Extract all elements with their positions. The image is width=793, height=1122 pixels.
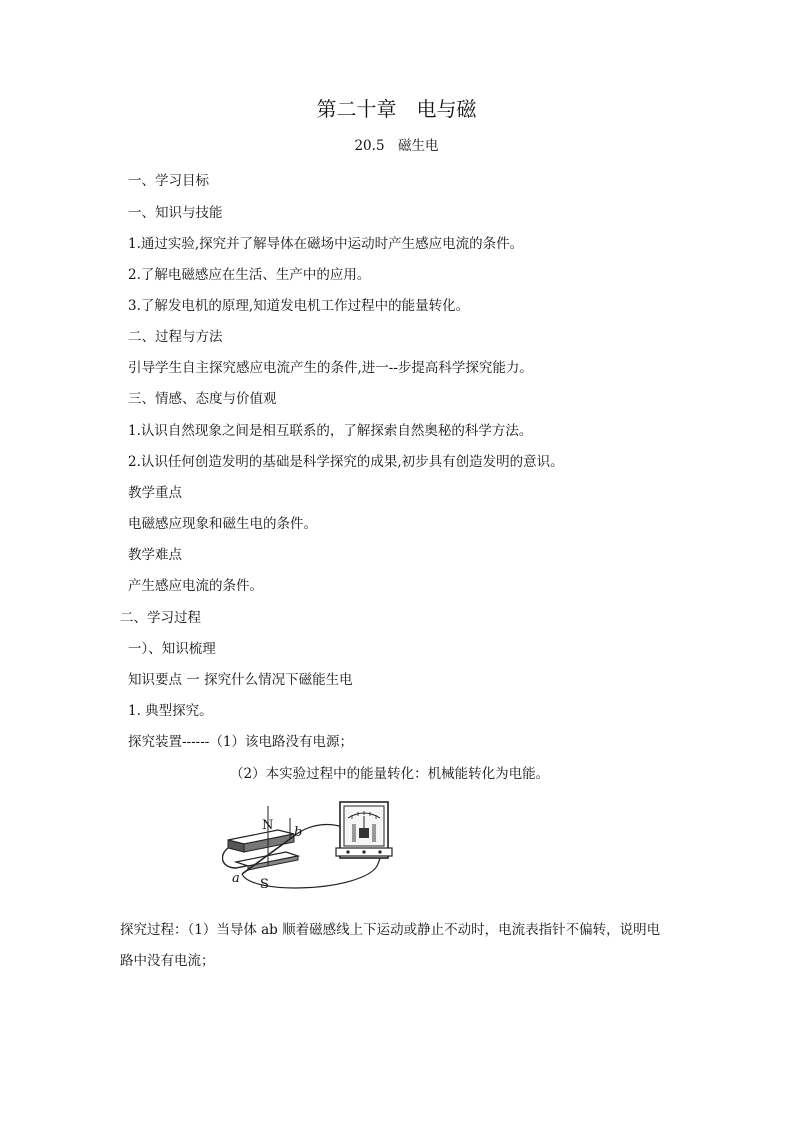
goal-item-2: 2.了解电磁感应在生活、生产中的应用。 (128, 267, 371, 283)
heading-knowledge-review: 一）、知识梳理 (128, 641, 216, 657)
label-S: S (260, 877, 269, 892)
value-item-1: 1.认识自然现象之间是相互联系的，了解探索自然奥秘的科学方法。 (128, 423, 533, 439)
apparatus-note-1: 探究装置------（1）该电路没有电源； (128, 734, 353, 750)
difficult-point-text: 产生感应电流的条件。 (128, 578, 263, 594)
heading-knowledge-skills: 一、知识与技能 (128, 205, 223, 221)
typical-inquiry: 1. 典型探究。 (128, 703, 213, 719)
heading-difficult-point: 教学难点 (128, 547, 182, 563)
procedure-text-line1: 探究过程：（1）当导体 ab 顺着磁感线上下运动或静止不动时，电流表指针不偏转，说明电 (120, 922, 661, 938)
label-N: N (262, 818, 274, 833)
heading-learning-process: 二、学习过程 (120, 610, 201, 626)
galvanometer (336, 802, 392, 858)
procedure-text-line2: 路中没有电流； (120, 953, 215, 969)
heading-key-point: 教学重点 (128, 485, 182, 501)
process-text: 引导学生自主探究感应电流产生的条件,进一--步提高科学探究能力。 (128, 360, 533, 376)
goal-item-1: 1.通过实验,探究并了解导体在磁场中运动时产生感应电流的条件。 (128, 236, 524, 252)
experiment-figure (222, 796, 402, 896)
heading-process-method: 二、过程与方法 (128, 329, 223, 345)
heading-attitude-values: 三、情感、态度与价值观 (128, 391, 277, 407)
apparatus-note-2: （2）本实验过程中的能量转化：机械能转化为电能。 (230, 766, 550, 782)
value-item-2: 2.认识任何创造发明的基础是科学探究的成果,初步具有创造发明的意识。 (128, 454, 564, 470)
knowledge-point-title: 知识要点 一 探究什么情况下磁能生电 (128, 672, 353, 688)
chapter-title: 第二十章 电与磁 (316, 97, 477, 121)
label-a: a (232, 871, 240, 886)
key-point-text: 电磁感应现象和磁生电的条件。 (128, 516, 317, 532)
label-b: b (294, 825, 303, 840)
goal-item-3: 3.了解发电机的原理,知道发电机工作过程中的能量转化。 (128, 298, 470, 314)
heading-learning-goals: 一、学习目标 (128, 173, 209, 189)
section-title: 20.5 磁生电 (354, 138, 439, 154)
